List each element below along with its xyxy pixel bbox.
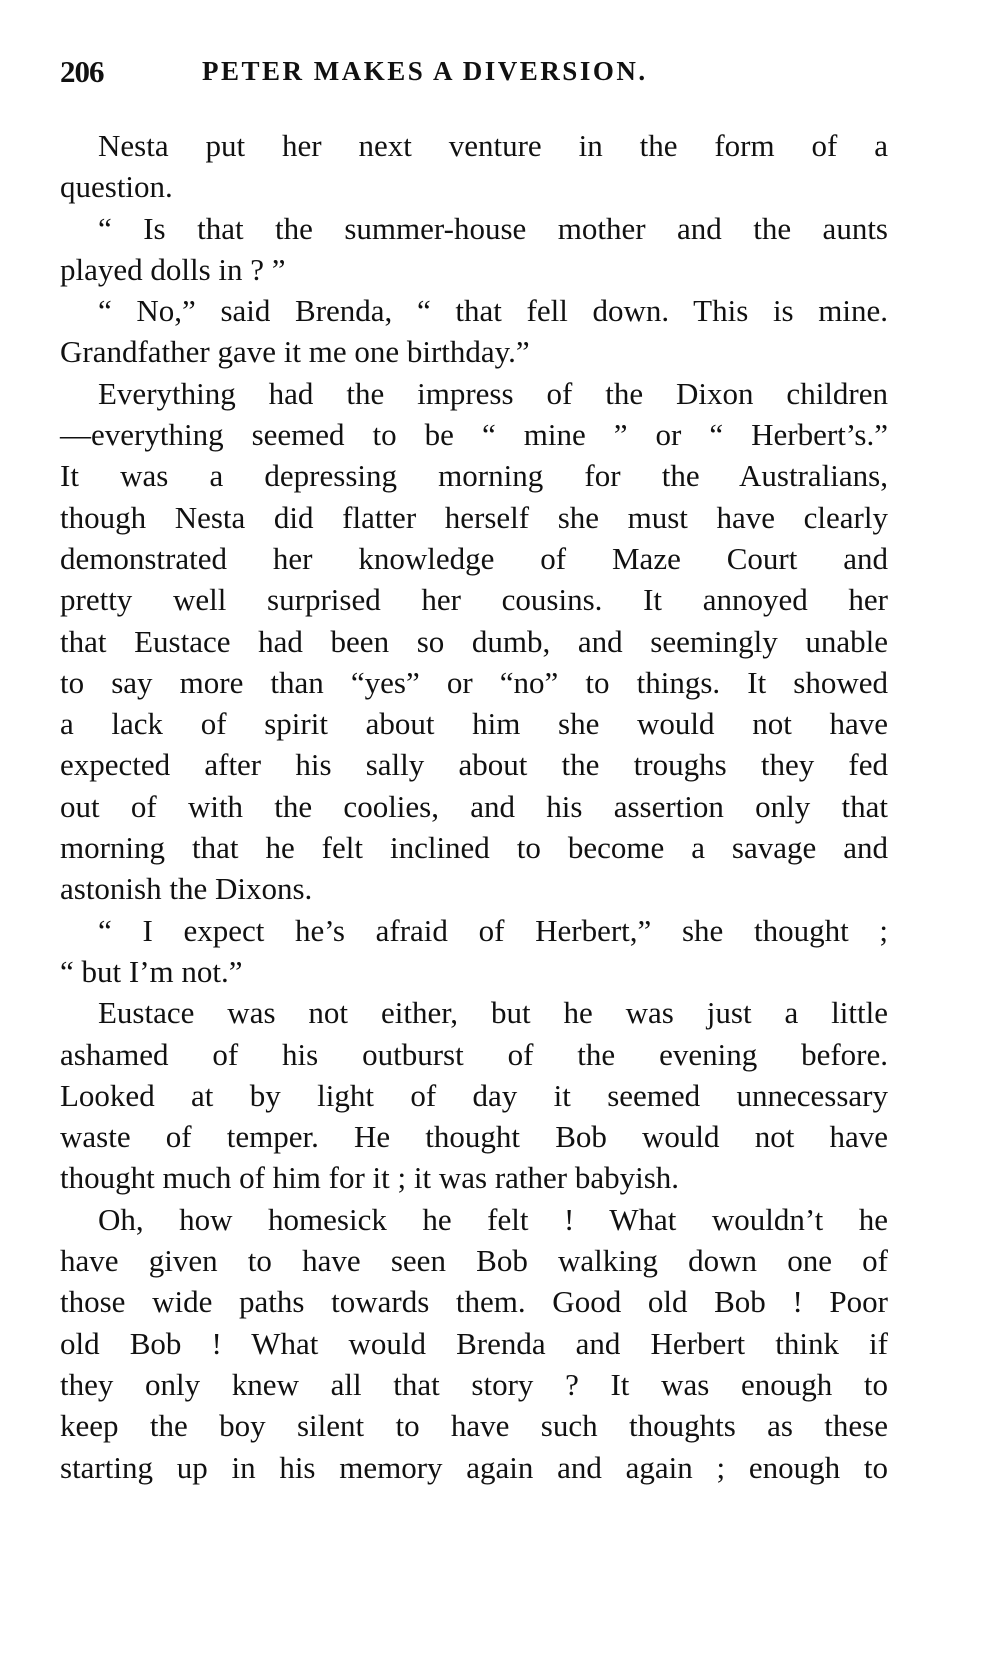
text-line: Nesta put her next venture in the form of a	[98, 128, 888, 163]
text-line: thought much of him for it ; it was rather babyish.	[60, 1160, 680, 1196]
text-line: out of with the coolies, and his assertion only that	[60, 788, 888, 824]
running-head: PETER MAKES A DIVERSION.	[202, 56, 648, 86]
text-line: starting up in his memory again and again ; enough to	[60, 1449, 888, 1485]
text-line: though Nesta did flatter herself she must have clearly	[60, 499, 888, 535]
text-line: It was a depressing morning for the Australians,	[60, 458, 888, 494]
text-line: keep the boy silent to have such thoughts as these	[60, 1408, 888, 1444]
text-line: to say more than “yes” or “no” to things. It showed	[60, 664, 888, 700]
text-line: morning that he felt inclined to become a savage and	[60, 830, 888, 866]
text-line: Everything had the impress of the Dixon children	[98, 375, 888, 411]
text-line: “ I expect he’s afraid of Herbert,” she thought ;	[98, 912, 888, 948]
page-number: 206	[60, 54, 104, 89]
text-line: those wide paths towards them. Good old Bob ! Poor	[60, 1284, 888, 1320]
text-line: “ Is that the summer-house mother and the aunts	[98, 210, 888, 246]
text-line: old Bob ! What would Brenda and Herbert think if	[60, 1325, 888, 1361]
text-line: have given to have seen Bob walking down one of	[60, 1243, 888, 1279]
page-header	[60, 54, 890, 94]
body-text	[60, 125, 888, 1488]
text-line: —everything seemed to be “ mine ” or “ Herbert’s.”	[60, 417, 888, 453]
text-line: demonstrated her knowledge of Maze Court and	[60, 540, 888, 576]
text-line: Eustace was not either, but he was just a little	[98, 995, 888, 1031]
text-line: waste of temper. He thought Bob would not have	[60, 1119, 888, 1155]
text-line: played dolls in ? ”	[60, 251, 286, 287]
text-line: “ No,” said Brenda, “ that fell down. This is mine.	[98, 293, 888, 329]
text-line: question.	[60, 169, 173, 205]
text-line: Looked at by light of day it seemed unnecessary	[60, 1077, 888, 1113]
text-line: ashamed of his outburst of the evening before.	[60, 1036, 888, 1072]
text-line: Grandfather gave it me one birthday.”	[60, 334, 530, 370]
text-line: Oh, how homesick he felt ! What wouldn’t he	[98, 1201, 888, 1237]
text-line: astonish the Dixons.	[60, 871, 313, 907]
text-line: they only knew all that story ? It was enough to	[60, 1366, 888, 1402]
text-line: a lack of spirit about him she would not have	[60, 706, 888, 742]
text-line: that Eustace had been so dumb, and seemingly unable	[60, 623, 888, 659]
text-line: pretty well surprised her cousins. It annoyed her	[60, 582, 888, 618]
text-line: expected after his sally about the troughs they fed	[60, 747, 888, 783]
text-line: “ but I’m not.”	[60, 953, 243, 989]
